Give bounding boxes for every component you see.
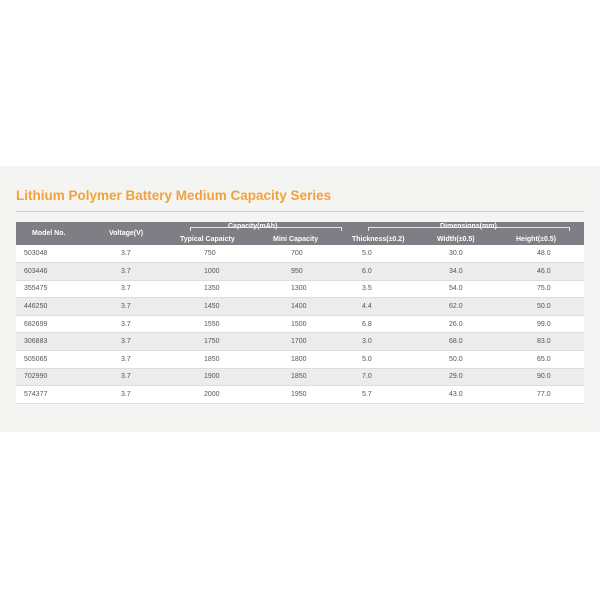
cell-model-no: 574377 (16, 386, 97, 404)
table-header (16, 222, 584, 245)
header-height: Height(±0.5) (516, 236, 557, 243)
cell-voltage: 3.7 (97, 298, 178, 316)
header-model-no: Model No. (32, 230, 66, 237)
table-row (16, 368, 584, 386)
cell-model-no: 702990 (16, 368, 97, 386)
cell-typical-capacity: 1450 (178, 298, 259, 316)
cell-thickness: 4.4 (340, 298, 421, 316)
cell-width: 34.0 (421, 263, 502, 281)
cell-thickness: 5.0 (340, 351, 421, 369)
cell-mini-capacity: 1800 (259, 351, 340, 369)
table-row (16, 333, 584, 351)
cell-model-no: 505065 (16, 351, 97, 369)
cell-mini-capacity: 950 (259, 263, 340, 281)
cell-thickness: 6.0 (340, 263, 421, 281)
cell-width: 50.0 (421, 351, 502, 369)
cell-voltage: 3.7 (97, 333, 178, 351)
cell-model-no: 603446 (16, 263, 97, 281)
cell-width: 43.0 (421, 386, 502, 404)
cell-height: 90.0 (502, 368, 584, 386)
cell-width: 68.0 (421, 333, 502, 351)
table-row (16, 263, 584, 281)
cell-mini-capacity: 1850 (259, 368, 340, 386)
cell-voltage: 3.7 (97, 245, 178, 263)
cell-width: 26.0 (421, 315, 502, 333)
cell-height: 77.0 (502, 386, 584, 404)
cell-voltage: 3.7 (97, 263, 178, 281)
cell-width: 62.0 (421, 298, 502, 316)
cell-model-no: 446250 (16, 298, 97, 316)
header-typical-capacity (178, 222, 278, 245)
cell-mini-capacity: 700 (259, 245, 340, 263)
cell-height: 65.0 (502, 351, 584, 369)
cell-height: 83.0 (502, 333, 584, 351)
cell-height: 48.0 (502, 245, 584, 263)
page-title: Lithium Polymer Battery Medium Capacity Series (16, 188, 332, 203)
table-row (16, 280, 584, 298)
cell-mini-capacity: 1300 (259, 280, 340, 298)
cell-voltage: 3.7 (97, 386, 178, 404)
cell-model-no: 306883 (16, 333, 97, 351)
cell-typical-capacity: 1850 (178, 351, 259, 369)
table-row (16, 315, 584, 333)
cell-typical-capacity: 750 (178, 245, 259, 263)
cell-voltage: 3.7 (97, 351, 178, 369)
capacity-group-label: Capacity(mAh) (228, 223, 278, 230)
header-typical-capacity-label: Typical Capaicty (180, 236, 235, 243)
header-mini-capacity: Mini Capacity (273, 236, 319, 243)
header-width: Width(±0.5) (437, 236, 475, 243)
cell-mini-capacity: 1400 (259, 298, 340, 316)
cell-model-no: 682699 (16, 315, 97, 333)
cell-width: 54.0 (421, 280, 502, 298)
cell-height: 75.0 (502, 280, 584, 298)
cell-width: 30.0 (421, 245, 502, 263)
header-thickness-label: Thickness(±0.2) (352, 236, 405, 243)
cell-voltage: 3.7 (97, 368, 178, 386)
cell-typical-capacity: 1900 (178, 368, 259, 386)
cell-thickness: 3.0 (340, 333, 421, 351)
table-row (16, 245, 584, 263)
cell-voltage: 3.7 (97, 315, 178, 333)
cell-model-no: 503048 (16, 245, 97, 263)
table-body (16, 245, 584, 403)
table-row (16, 298, 584, 316)
cell-mini-capacity: 1500 (259, 315, 340, 333)
cell-model-no: 355475 (16, 280, 97, 298)
battery-spec-table (16, 222, 584, 404)
cell-height: 46.0 (502, 263, 584, 281)
table-row (16, 351, 584, 369)
cell-thickness: 7.0 (340, 368, 421, 386)
cell-thickness: 5.7 (340, 386, 421, 404)
cell-thickness: 5.0 (340, 245, 421, 263)
cell-height: 50.0 (502, 298, 584, 316)
table-row (16, 386, 584, 404)
cell-thickness: 6.8 (340, 315, 421, 333)
cell-typical-capacity: 1000 (178, 263, 259, 281)
cell-typical-capacity: 2000 (178, 386, 259, 404)
cell-width: 29.0 (421, 368, 502, 386)
cell-typical-capacity: 1350 (178, 280, 259, 298)
cell-mini-capacity: 1700 (259, 333, 340, 351)
cell-mini-capacity: 1950 (259, 386, 340, 404)
cell-voltage: 3.7 (97, 280, 178, 298)
cell-typical-capacity: 1750 (178, 333, 259, 351)
header-row (16, 222, 584, 245)
title-divider (16, 211, 584, 212)
cell-typical-capacity: 1550 (178, 315, 259, 333)
cell-height: 99.0 (502, 315, 584, 333)
header-voltage: Voltage(V) (109, 230, 144, 237)
cell-thickness: 3.5 (340, 280, 421, 298)
dimensions-group-label: Dimensions(mm) (440, 223, 497, 230)
